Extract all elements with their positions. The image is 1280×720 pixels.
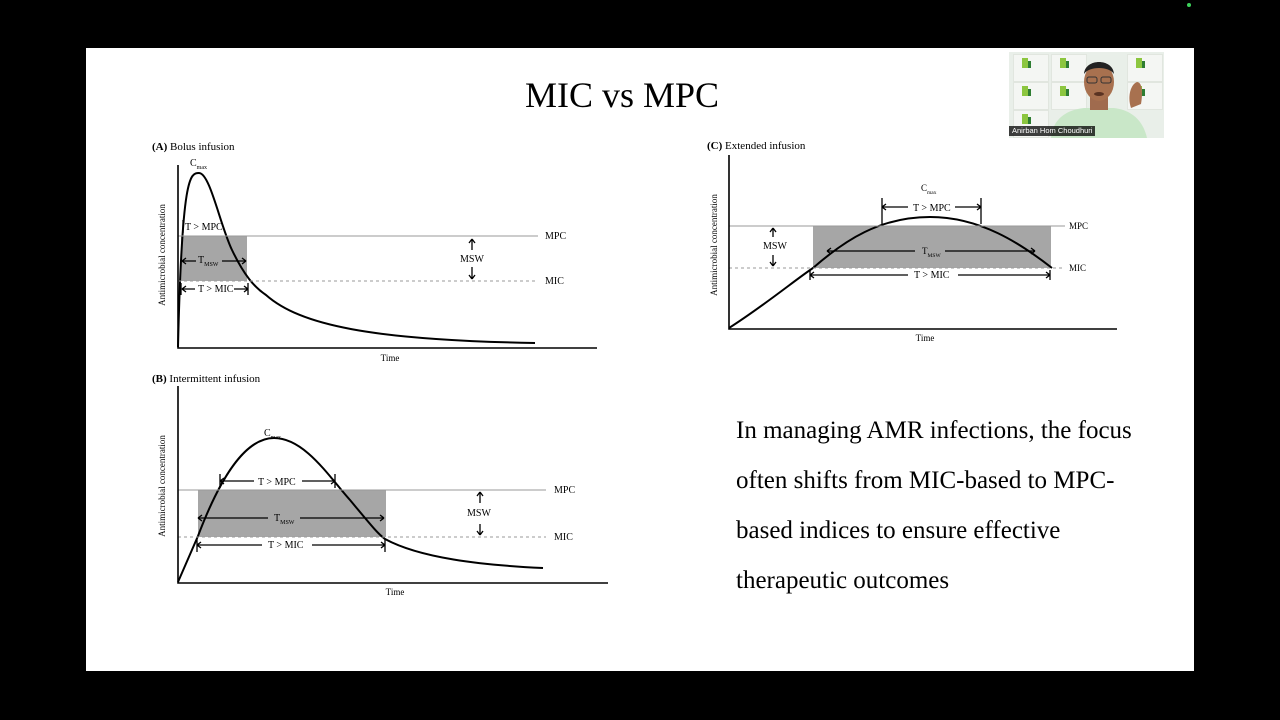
x-axis-label: Time xyxy=(380,353,400,363)
x-axis-label: Time xyxy=(915,333,935,343)
chart-intermittent-infusion xyxy=(150,368,620,603)
t-mic-label: T > MIC xyxy=(914,270,950,281)
status-indicator-dot xyxy=(1187,3,1191,7)
t-mpc-label: T > MPC xyxy=(185,222,223,233)
panel-c-label: (C) Extended infusion xyxy=(707,140,806,152)
cmax-label: $C_{max}$ xyxy=(190,158,208,171)
panel-a-label: (A) Bolus infusion xyxy=(152,141,235,153)
mpc-label: MPC xyxy=(545,231,567,242)
participant-video-tile[interactable] xyxy=(1009,52,1164,138)
msw-region xyxy=(813,226,1051,268)
t-mic-label: T > MIC xyxy=(198,284,234,295)
y-axis-label: Antimicrobial concentration xyxy=(709,194,719,296)
t-mpc-label: T > MPC xyxy=(913,203,951,214)
slide-body-text: In managing AMR infections, the focus often shifts from MIC-based to MPC-based indices to ensure effective therapeutic outcomes xyxy=(736,417,1132,594)
t-mpc-label: T > MPC xyxy=(258,477,296,488)
t-msw-label: $T_{MSW}$ xyxy=(198,255,219,268)
msw-label: MSW xyxy=(467,508,491,519)
t-msw-label: $T_{MSW}$ xyxy=(922,246,941,259)
slide-title: MIC vs MPC xyxy=(524,75,720,115)
mpc-label: MPC xyxy=(554,485,576,496)
t-mic-label: T > MIC xyxy=(268,540,304,551)
axes xyxy=(178,386,608,583)
msw-label: MSW xyxy=(763,241,787,252)
participant-name-label: Anirban Hom Choudhuri xyxy=(1009,126,1095,136)
msw-label: MSW xyxy=(460,254,484,265)
mic-label: MIC xyxy=(545,276,564,287)
cmax-label: $C_{max}$ xyxy=(264,428,282,441)
mic-label: MIC xyxy=(554,532,573,543)
panel-b-label: (B) Intermittent infusion xyxy=(152,373,261,385)
chart-extended-infusion xyxy=(705,135,1125,350)
y-axis-label: Antimicrobial concentration xyxy=(157,204,167,306)
y-axis-label: Antimicrobial concentration xyxy=(157,435,167,537)
x-axis-label: Time xyxy=(385,587,405,597)
msw-region xyxy=(198,490,386,537)
mic-label: MIC xyxy=(1069,263,1087,273)
chart-bolus-infusion xyxy=(150,135,610,365)
cmax-label: $C_{max}$ xyxy=(921,183,937,196)
mpc-label: MPC xyxy=(1069,221,1089,231)
t-msw-label: $T_{MSW}$ xyxy=(274,513,295,526)
